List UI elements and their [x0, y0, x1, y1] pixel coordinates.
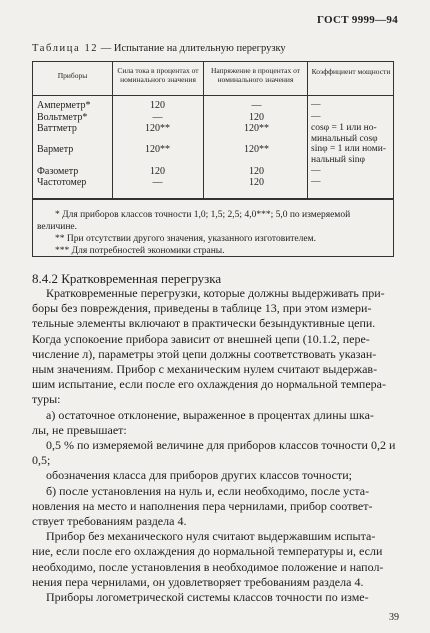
current-cell: 120: [150, 166, 165, 177]
power-factor-cell: нальный sinφ: [311, 155, 365, 165]
table-header-rule: [33, 95, 393, 96]
header-devices: Приборы: [57, 71, 88, 80]
table-divider: [307, 62, 308, 198]
current-cell: 120**: [145, 144, 170, 155]
body-line: Кратковременные перегрузки, которые должны выдерживать при-: [46, 286, 385, 300]
power-factor-cell: —: [311, 100, 321, 110]
table-caption-title: — Испытание на длительную перегрузку: [98, 43, 286, 54]
footnote: ** При отсутствии другого значения, указанного изготовителем.: [55, 234, 316, 244]
body-line: ным значениям. Прибор с механическим нулем считают выдержав-: [32, 362, 378, 376]
footnote: *** Для потребностей экономики страны.: [55, 246, 225, 256]
device-cell: Варметр: [37, 144, 74, 155]
footnote: * Для приборов классов точности 1,0; 1,5; 2,5; 4,0***; 5,0 по измеряемой: [55, 210, 351, 220]
table-divider: [203, 62, 204, 198]
page-number: 39: [389, 612, 399, 623]
power-factor-cell: —: [311, 177, 321, 187]
body-line: б) после установления на нуль и, если необходимо, после уста-: [46, 483, 370, 498]
body-line: лы, не превышает:: [32, 422, 127, 437]
body-line: Прибор без механического нуля считают выдержавшим испыта-: [46, 529, 376, 544]
device-cell: Фазометр: [37, 166, 79, 177]
header-current: Сила тока в процентах от номинального значения: [117, 66, 199, 84]
body-line: Приборы логометрической системы классов точности по изме-: [46, 590, 369, 604]
body-line: числение л), параметры этой цепи должны соответствовать указан-: [32, 346, 377, 361]
current-cell: —: [152, 112, 163, 123]
header-voltage: Напряжение в процентах от номинального значения: [210, 66, 301, 84]
voltage-cell: 120**: [244, 144, 269, 155]
table-caption: [32, 43, 286, 54]
section-heading: 8.4.2 Кратковременная перегрузка: [32, 271, 222, 286]
footnote: величине.: [37, 222, 78, 232]
body-line: ние, если после его охлаждения до нормальной температуры и, если: [32, 544, 383, 559]
voltage-cell: 120: [249, 112, 264, 123]
body-line: а) остаточное отклонение, выраженное в процентах длины шка-: [46, 407, 374, 422]
device-cell: Вольтметр*: [37, 112, 88, 123]
voltage-cell: 120: [249, 166, 264, 177]
table-caption-label: Таблица 12: [32, 43, 99, 54]
body-line: шим испытание, если после его охлаждения до нормальной темпера-: [32, 377, 386, 392]
power-factor-cell: sinφ = 1 или номи-: [311, 144, 386, 154]
power-factor-cell: —: [311, 166, 321, 176]
device-cell: Амперметр*: [37, 100, 91, 111]
current-cell: 120**: [145, 123, 170, 134]
power-factor-cell: cosφ = 1 или но-: [311, 123, 377, 133]
body-line: туры:: [32, 392, 61, 407]
body-line: боры без повреждения, приведены в таблице 13, при этом измери-: [32, 301, 372, 316]
header-power-factor: Коэффициент мощности: [311, 67, 391, 76]
table-footnotes: [32, 199, 394, 257]
device-cell: Ваттметр: [37, 123, 77, 134]
body-line: Когда успокоение прибора зависит от внешней цепи (10.1.2, пере-: [32, 331, 370, 346]
voltage-cell: —: [251, 100, 262, 111]
body-line: новления на место и наполнения пера чернилами, прибор соответ-: [32, 498, 373, 513]
power-factor-cell: минальный cosφ: [311, 134, 378, 144]
body-line: нения пера чернилами, он удовлетворяет требованиям раздела 4.: [32, 574, 364, 589]
voltage-cell: 120: [249, 177, 264, 188]
voltage-cell: 120**: [244, 123, 269, 134]
body-line: необходимо, после установления в необходимое положение и напол-: [32, 559, 384, 574]
device-cell: Частотомер: [37, 177, 87, 188]
power-factor-cell: —: [311, 112, 321, 122]
body-line: 0,5 % по измеряемой величине для приборов классов точности 0,2 и: [46, 438, 396, 452]
overload-table: [32, 61, 394, 199]
body-line: тельные элементы включают в практически безындуктивные цепи.: [32, 316, 376, 331]
body-line: 0,5;: [32, 453, 51, 468]
current-cell: 120: [150, 100, 165, 111]
current-cell: —: [152, 177, 163, 188]
document-code: ГОСТ 9999—94: [316, 14, 398, 26]
body-line: ствует требованиям раздела 4.: [32, 514, 187, 528]
body-line: обозначения класса для приборов других классов точности;: [46, 468, 352, 483]
